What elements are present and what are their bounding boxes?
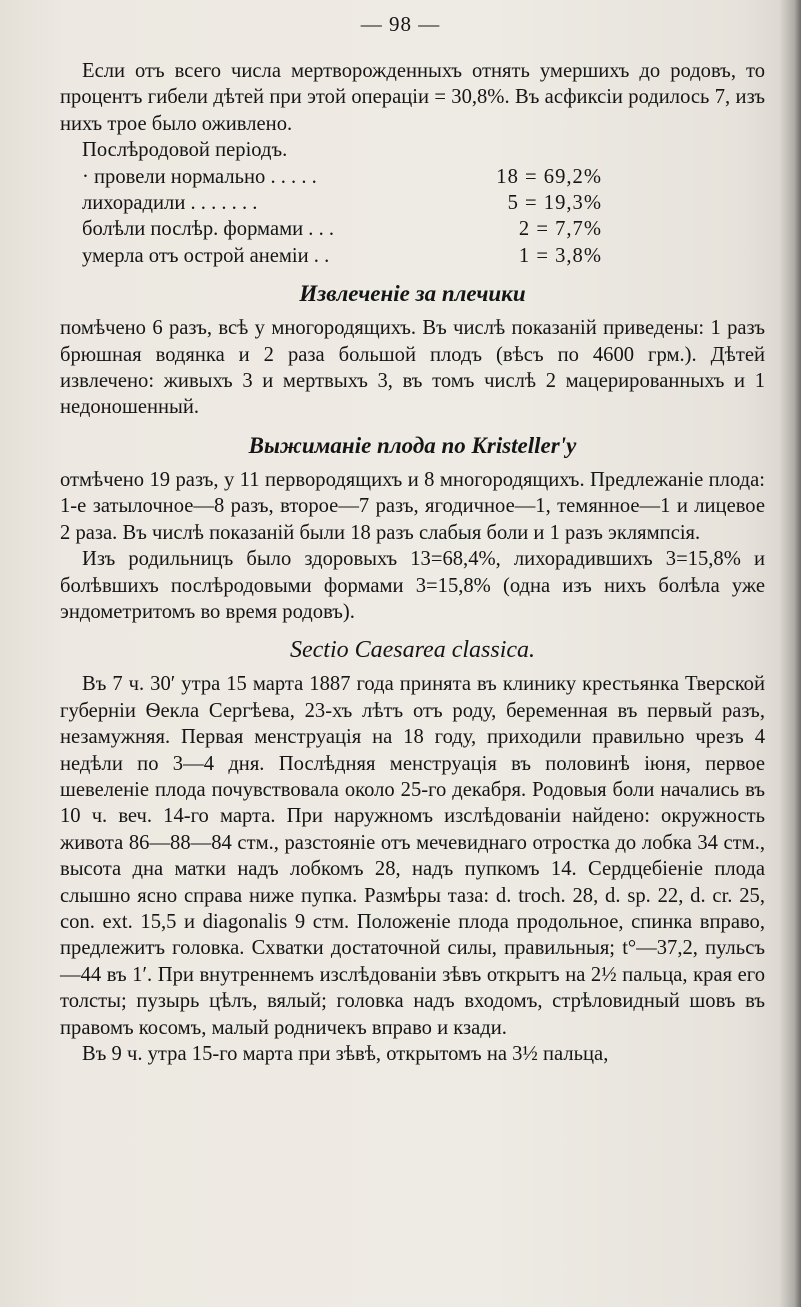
page-edge-shadow <box>779 0 801 1307</box>
stats-value: 2 = 7,7% <box>518 218 602 241</box>
page-number: — 98 — <box>360 12 441 36</box>
stats-label: болѣли послѣр. формами . . . <box>82 218 335 241</box>
stats-label: · провели нормально . . . . . <box>82 165 317 188</box>
postpartum-stats-table <box>82 164 602 270</box>
section-paragraph-caesarea: Въ 7 ч. 30′ утра 15 марта 1887 года принята въ клинику крестьянка Тверской губерніи Ѳекла Сергѣева, 23-хъ лѣтъ отъ роду, беременная въ первый разъ, незамужняя. Первая менструація на 18 году, приходили правильно чрезъ 4 недѣли по 3—4 дня. Послѣдняя менструація въ половинѣ іюня, первое шевеленіе плода почувствовала около 25-го декабря. Родовыя боли начались въ 10 ч. веч. 14-го марта. При наружномъ изслѣдованіи найдено: окружность живота 86—88—84 стм., разстояніе отъ мечевиднаго отростка до лобка 34 стм., высота дна матки надъ лобкомъ 28, надъ пупкомъ 14. Сердцебіеніе плода слышно ясно справа ниже пупка. Размѣры таза: d. troch. 28, d. sp. 22, d. cr. 25, con. ext. 15,5 и diagonalis 9 стм. Положеніе плода продольное, спинка вправо, предлежитъ головка. Схватки достаточной силы, правильныя; t°—37,2, пульсъ—44 въ 1′. При внутреннемъ изслѣдованіи зѣвъ открытъ на 2½ пальца, края его толсты; пузырь цѣлъ, вялый; головка надъ входомъ, стрѣловидный шовъ въ правомъ косомъ, малый родничекъ вправо и кзади. <box>60 673 765 1039</box>
section-paragraph-caesarea: Въ 9 ч. утра 15-го марта при зѣвѣ, открытомъ на 3½ пальца, <box>82 1043 609 1065</box>
stats-label: умерла отъ острой анеміи . . <box>82 244 330 267</box>
section-paragraph-kristeller: отмѣчено 19 разъ, у 11 первородящихъ и 8 многородящихъ. Предлежаніе плода: 1-е затылочное—8 разъ, второе—7 разъ, ягодичное—1, темянное—1 и лицевое 2 раза. Въ числѣ показаній были 18 разъ слабыя боли и 1 разъ эклямпсія. <box>60 468 765 544</box>
section-heading-kristeller: Выжиманіе плода по Kristeller'у <box>248 432 577 458</box>
stats-value: 5 = 19,3% <box>507 192 602 215</box>
section-heading-caesarea: Sectio Caesarea classica. <box>289 637 536 664</box>
stats-value: 18 = 69,2% <box>496 165 602 188</box>
text-column <box>60 58 765 1067</box>
stats-row <box>82 164 602 190</box>
stats-value: 1 = 3,8% <box>518 244 602 267</box>
top-paragraph: Если отъ всего числа мертворожденныхъ отнять умершихъ до родовъ, то процентъ гибели дѣтей при этой операціи = 30,8%. Въ асфиксіи родилось 7, изъ нихъ трое было оживлено. <box>60 60 765 135</box>
stats-row <box>82 243 602 269</box>
section-text-shoulder-extraction: помѣчено 6 разъ, всѣ у многородящихъ. Въ числѣ показаній приведены: 1 разъ брюшная водянка и 2 раза большой плодъ (вѣсъ по 4600 грм.). Дѣтей извлечено: живыхъ 3 и мертвыхъ 3, въ томъ числѣ 2 мацерированныхъ и 1 недоношенный. <box>60 317 765 419</box>
stats-row <box>82 216 602 242</box>
stats-label: лихорадили . . . . . . . <box>82 192 258 215</box>
section-heading-shoulder-extraction: Извлеченіе за плечики <box>299 281 526 307</box>
postpartum-heading: Послѣродовой періодъ. <box>82 139 288 162</box>
stats-row <box>82 190 602 216</box>
section-paragraph-kristeller: Изъ родильницъ было здоровыхъ 13=68,4%, лихорадившихъ 3=15,8% и болѣвшихъ послѣродовыми формами 3=15,8% (одна изъ нихъ болѣла уже эндометритомъ во время родовъ). <box>60 548 765 623</box>
